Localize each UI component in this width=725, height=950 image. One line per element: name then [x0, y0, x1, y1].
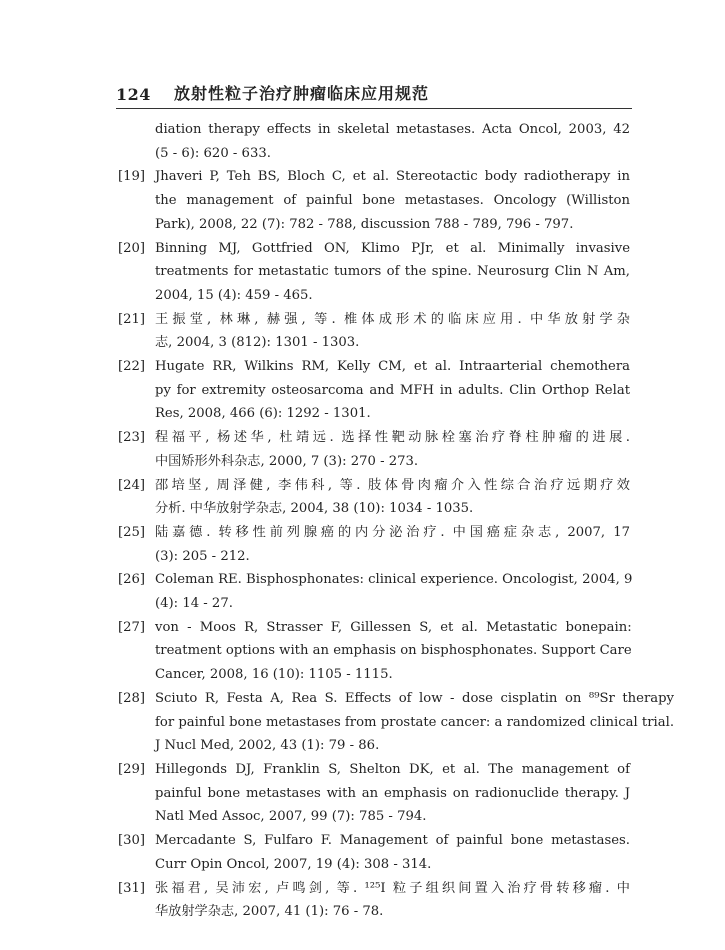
reference-text — [155, 521, 630, 568]
reference-line: Binning MJ, Gottfried ON, Klimo PJr, et al. Minimally invasive — [155, 240, 630, 256]
reference-text — [155, 426, 630, 473]
reference-item — [118, 616, 630, 687]
reference-text — [155, 355, 630, 426]
reference-line: 中国矫形外科杂志, 2000, 7 (3): 270 - 273. — [155, 453, 419, 469]
reference-text — [155, 877, 630, 924]
reference-text — [155, 829, 630, 876]
reference-line: for painful bone metastases from prostate cancer: a randomized clinical trial. — [155, 714, 675, 730]
reference-number: [28] — [118, 690, 146, 706]
reference-line: 2004, 15 (4): 459 - 465. — [155, 287, 313, 303]
reference-line: Cancer, 2008, 16 (10): 1105 - 1115. — [155, 667, 393, 683]
reference-line: 邵培坚, 周泽健, 李伟科, 等. 肢体骨肉瘤介入性综合治疗远期疗效 — [155, 477, 630, 493]
reference-line: Park), 2008, 22 (7): 782 - 788, discussion 788 - 789, 796 - 797. — [155, 216, 574, 232]
reference-line: Curr Opin Oncol, 2007, 19 (4): 308 - 314. — [155, 856, 432, 872]
reference-text — [155, 616, 632, 687]
reference-line: painful bone metastases with an emphasis on radionuclide therapy. J — [155, 785, 630, 801]
reference-line: Jhaveri P, Teh BS, Bloch C, et al. Stereotactic body radiotherapy in — [155, 169, 630, 185]
reference-line: Natl Med Assoc, 2007, 99 (7): 785 - 794. — [155, 809, 427, 825]
reference-number: [21] — [118, 311, 146, 327]
running-header — [116, 76, 632, 104]
reference-line: 程福平, 杨述华, 杜靖远. 选择性靶动脉栓塞治疗脊柱肿瘤的进展. — [155, 430, 630, 446]
reference-item — [118, 355, 630, 426]
reference-line: py for extremity osteosarcoma and MFH in adults. Clin Orthop Relat — [155, 382, 630, 398]
reference-item — [118, 426, 630, 473]
reference-number: [19] — [118, 169, 146, 185]
reference-text — [155, 687, 674, 758]
reference-line: 华放射学杂志, 2007, 41 (1): 76 - 78. — [155, 904, 384, 920]
reference-line: 王振堂, 林琳, 赫强, 等. 椎体成形术的临床应用. 中华放射学杂 — [155, 311, 630, 327]
running-title: 放射性粒子治疗肿瘤临床应用规范 — [174, 84, 430, 103]
reference-line: (5 - 6): 620 - 633. — [155, 145, 271, 161]
reference-number: [20] — [118, 240, 146, 256]
reference-line: von - Moos R, Strasser F, Gillessen S, et al. Metastatic bonepain: — [155, 619, 632, 635]
reference-number: [30] — [118, 833, 146, 849]
reference-line: Coleman RE. Bisphosphonates: clinical experience. Oncologist, 2004, 9 — [155, 572, 633, 588]
reference-text — [155, 758, 630, 829]
reference-number: [26] — [118, 572, 146, 588]
reference-line: treatment options with an emphasis on bisphosphonates. Support Care — [155, 643, 632, 659]
reference-list — [118, 118, 675, 924]
reference-line: 志, 2004, 3 (812): 1301 - 1303. — [155, 335, 360, 351]
reference-number: [24] — [118, 477, 146, 493]
reference-item — [118, 758, 630, 829]
reference-text — [155, 308, 630, 355]
page-number: 124 — [116, 85, 151, 104]
reference-item — [118, 308, 630, 355]
reference-text — [155, 237, 630, 308]
reference-line: treatments for metastatic tumors of the spine. Neurosurg Clin N Am, — [155, 264, 630, 280]
reference-item — [118, 165, 630, 236]
reference-item — [118, 687, 675, 758]
reference-line: Mercadante S, Fulfaro F. Management of painful bone metastases. — [155, 833, 630, 849]
reference-continuation — [118, 118, 630, 165]
reference-line: Res, 2008, 466 (6): 1292 - 1301. — [155, 406, 371, 422]
reference-number: [27] — [118, 619, 146, 635]
reference-item — [118, 829, 630, 876]
reference-line: Hugate RR, Wilkins RM, Kelly CM, et al. Intraarterial chemothera — [155, 359, 630, 375]
reference-line: the management of painful bone metastases. Oncology (Williston — [155, 193, 630, 209]
reference-line: diation therapy effects in skeletal metastases. Acta Oncol, 2003, 42 — [155, 122, 630, 137]
reference-item — [118, 877, 630, 924]
reference-line: 陆嘉德. 转移性前列腺癌的内分泌治疗. 中国癌症杂志, 2007, 17 — [155, 524, 630, 540]
reference-entries — [118, 165, 675, 924]
reference-text — [155, 474, 630, 521]
reference-item — [118, 568, 633, 615]
reference-number: [23] — [118, 430, 146, 446]
reference-line: (4): 14 - 27. — [155, 596, 233, 612]
header-rule — [116, 108, 632, 109]
reference-line: 分析. 中华放射学杂志, 2004, 38 (10): 1034 - 1035. — [155, 501, 474, 517]
reference-item — [118, 237, 630, 308]
reference-text — [155, 165, 630, 236]
reference-number: [25] — [118, 524, 146, 540]
reference-number: [31] — [118, 880, 146, 896]
reference-line: Sciuto R, Festa A, Rea S. Effects of low - dose cisplatin on ⁸⁹Sr therapy — [155, 690, 675, 706]
reference-number: [22] — [118, 359, 146, 375]
reference-item — [118, 521, 630, 568]
reference-line: Hillegonds DJ, Franklin S, Shelton DK, et al. The management of — [155, 761, 630, 777]
reference-line: J Nucl Med, 2002, 43 (1): 79 - 86. — [155, 738, 380, 754]
reference-number: [29] — [118, 761, 146, 777]
reference-line: 张福君, 吴沛宏, 卢鸣剑, 等. ¹²⁵I 粒子组织间置入治疗骨转移瘤. 中 — [155, 880, 630, 896]
reference-item — [118, 474, 630, 521]
reference-text — [155, 568, 632, 615]
reference-line: (3): 205 - 212. — [155, 548, 250, 564]
